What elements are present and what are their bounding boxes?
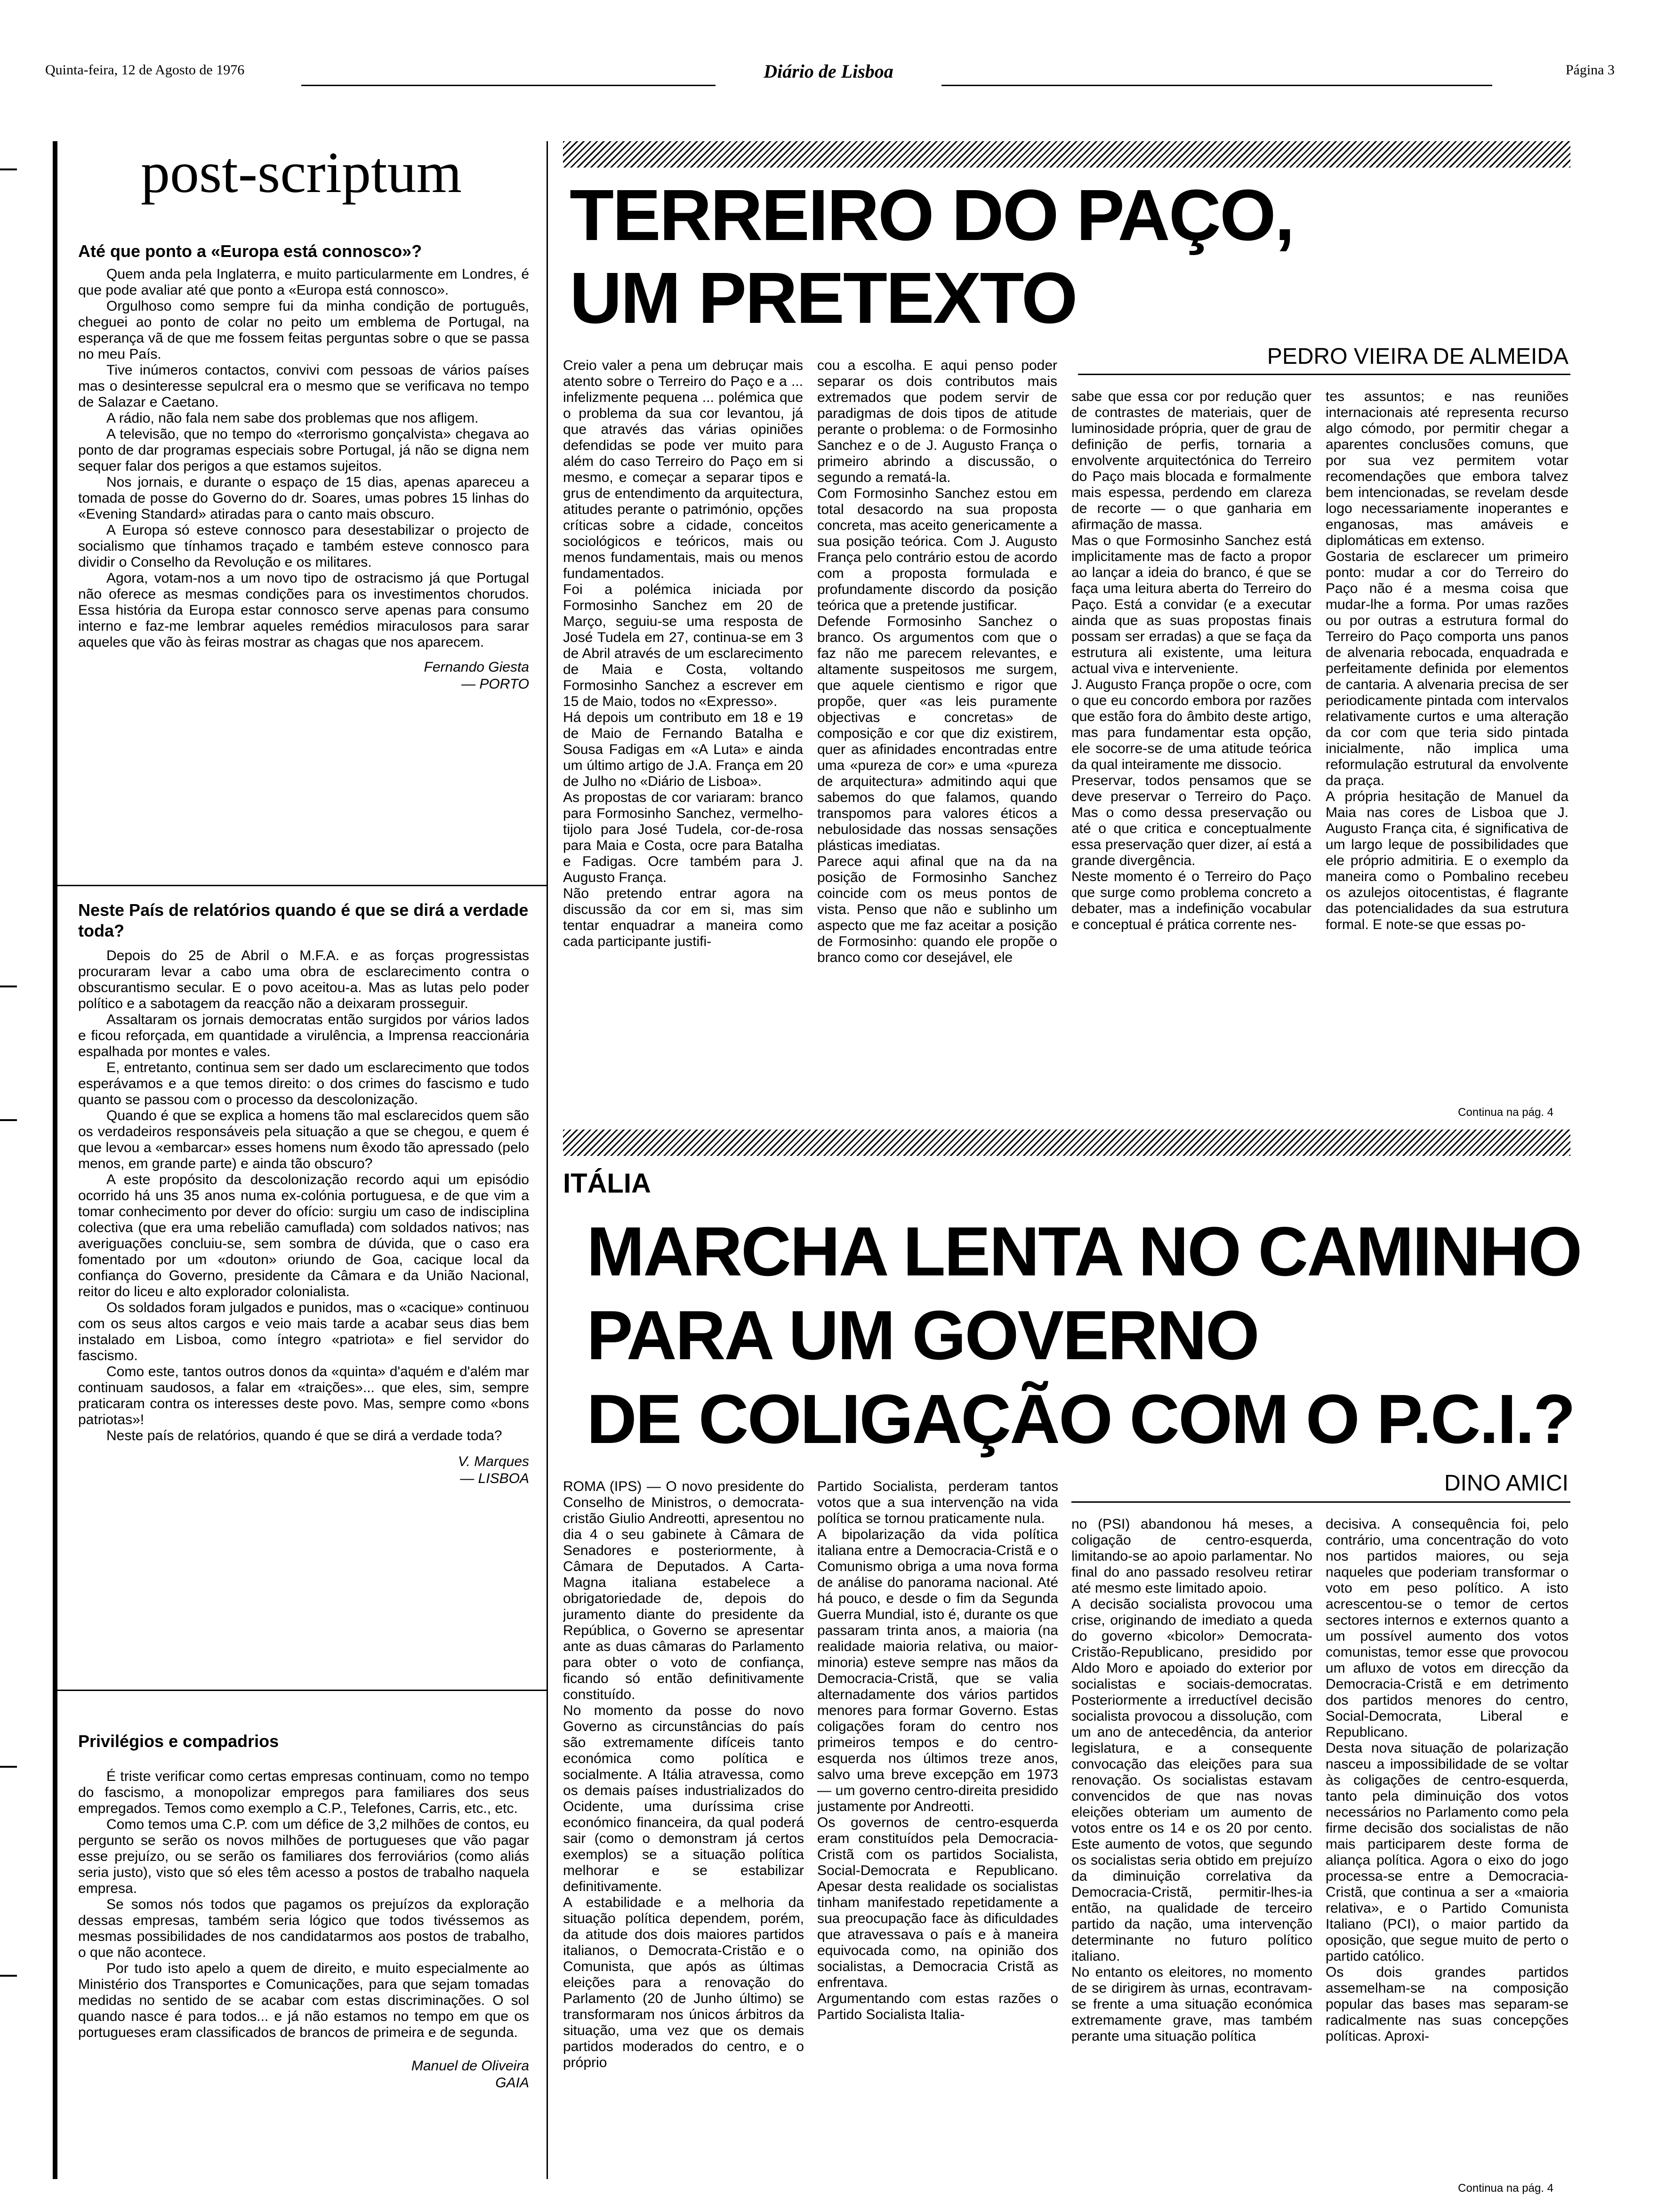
article1-col-4: tes assuntos; e nas reuniões internacionais até representa recurso algo cómodo, por permitir chegar a aparentes conclusões comuns, que por sua vez permitem votar recomendações que embora talvez bem intencionadas, se revelam desde logo necessariamente inoperantes e enganosas, mas amáveis e diplomáticas em extenso. Gostaria de esclarecer um primeiro ponto: mudar a cor do Terreiro do Paço não é a mesma coisa que mudar-lhe a forma. Por umas razões ou por outras a estrutura formal do Terreiro do Paço comporta uns panos de alvenaria rebocada, enquadrada e perfeitamente definida por elementos de cantaria. A alvenaria precisa de ser periodicamente pintada com intervalos relativamente curtos e uma alteração da cor com que teria sido pintada inicialmente, não implica uma reformulação estrutural da envolvente da praça. A própria hesitação de Manuel da Maia nas cores de Lisboa que J. Augusto França cita, é significativa de um largo leque de possibilidades que ele próprio admitiria. E o exemplo da maneira como o Pombalino recebeu os azulejos oitocentistas, é flagrante das potencialidades da sua estrutura formal. E note-se que essas po- (1326, 389, 1569, 932)
letter-signature: Fernando Giesta (424, 659, 529, 675)
letter-body: Quem anda pela Inglaterra, e muito particularmente em Londres, é que pode avaliar até que ponto a «Europa está connosco». Orgulhoso como sempre fui da minha condição de português, cheguei ao ponto de colar no peito um emblema de Portugal, na esperança vã de que me fossem feitas perguntas sobre o que se passa no meu País. Tive inúmeros contactos, convivi com pessoas de vários países mas o desinteresse sepulcral era o mesmo que se verificava no tempo de Salazar e Caetano. A rádio, não fala nem sabe dos problemas que nos afligem. A televisão, que no tempo do «terrorismo gonçalvista» chegava ao ponto de dar programas especiais sobre Portugal, já não se digna nem sequer falar dos perigos a que estamos sujeitos. Nos jornais, e durante o espaço de 15 dias, apenas apareceu a tomada de posse do Governo do dr. Soares, umas pobres 15 linhas do «Evening Standard» atiradas para o canto mais obscuro. A Europa só esteve connosco para desestabilizar o projecto de socialismo que tínhamos traçado e também esteve connosco para dividir o Conselho da Revolução e os militares. Agora, votam-nos a um novo tipo de ostracismo já que Portugal não oferece as mesmas condições para os investimentos chorudos. Essa história da Europa estar connosco serve apenas para consumo interno e faz-me lembrar aqueles remédios miraculosos para sarar aqueles que vão às feiras mostrar as chagas que nos aparecem. (78, 266, 529, 650)
article1-hatch-bar (563, 141, 1570, 168)
margin-tick (0, 1119, 17, 1121)
letter-divider (57, 1690, 548, 1691)
headline-line: UM PRETEXTO (570, 257, 1077, 338)
letter-title: Privilégios e compadrios (78, 1731, 279, 1751)
article1-col-3: sabe que essa cor por redução quer de contrastes de materiais, quer de luminosidade própria, quer de grau de definição de perfis, tornaria a envolvente arquitectónica do Terreiro do Paço mais blocada e formalmente mais espessa, perdendo em clareza de recorte — o que ganharia em afirmação de massa. Mas o que Formosinho Sanchez está implicitamente mas de facto a propor ao lançar a ideia do branco, é que se faça uma leitura aberta do Terreiro do Paço. Está a convidar (e a executar ainda que as suas propostas finais possam ser erradas) a que se faça da estrutura ali existente, uma leitura actual viva e interveniente. J. Augusto França propõe o ocre, com o que eu concordo embora por razões que estão fora do âmbito deste artigo, mas para fundamentar esta opção, ele socorre-se de uma atitude teórica da qual inteiramente me dissocio. Preservar, todos pensamos que se deve preservar o Terreiro do Paço. Mas o como dessa preservação ou até o que critica e conceptualmente essa preservação quer dizer, aí está a grande divergência. Neste momento é o Terreiro do Paço que surge como problema concreto a debater, mas a indefinição vocabular e conceptual é prática corrente nes- (1071, 389, 1311, 932)
margin-tick (0, 1975, 17, 1977)
letter-place: — PORTO (461, 676, 529, 692)
article2-headline (587, 1213, 1581, 1458)
article1-author: PEDRO VIEIRA DE ALMEIDA (1267, 344, 1569, 369)
header-rule-left (301, 85, 716, 86)
article2-col-3: no (PSI) abandonou há meses, a coligação de centro-esquerda, limitando-se ao apoio parlamentar. No final do ano passado resolveu retirar até mesmo este limitado apoio. A decisão socialista provocou uma crise, originando de imediato a queda do governo «bicolor» Democrata-Cristão-Republicano, presidido por Aldo Moro e apoiado do exterior por socialistas e sociais-democratas. Posteriormente a irreductível decisão socialista provocou a dissolução, com um ano de antecedência, da anterior legislatura, e a consequente convocação das eleições para sua renovação. Os socialistas estavam convencidos de que nas novas eleições obteriam um aumento de votos entre os 14 e os 20 por cento. Este aumento de votos, que segundo os socialistas seria obtido em prejuízo da diminuição correlativa da Democracia-Cristã, permitir-lhes-ia então, na qualidade de terceiro partido da nação, uma intervenção determinante no futuro político italiano. No entanto os eleitores, no momento de se dirigirem às urnas, econtravam-se frente a uma situação económica extremamente grave, mas também perante uma situação política (1071, 1516, 1312, 2044)
headline-line: DE COLIGAÇÃO COM O P.C.I.? (587, 1380, 1575, 1458)
letter-body: Depois do 25 de Abril o M.F.A. e as forças progressistas procuraram levar a cabo uma obra de esclarecimento contra o obscurantismo secular. E o povo aceitou-a. Mas as lutas pelo poder político e a sabotagem da reacção não a deixaram prosseguir. Assaltaram os jornais democratas então surgidos por vários lados e ficou reforçada, em quantidade a virulência, a Imprensa reaccionária espalhada por montes e vales. E, entretanto, continua sem ser dado um esclarecimento que todos esperávamos e a que temos direito: o dos crimes do fascismo e tudo quanto se passou com o processo da descolonização. Quando é que se explica a homens tão mal esclarecidos quem são os verdadeiros responsáveis pela situação a que se chegou, e quem é que levou a «embarcar» esses homens num êxodo tão apressado (pelo menos, em grande parte) e ainda tão obscuro? A este propósito da descolonização recordo aqui um episódio ocorrido há uns 35 anos numa ex-colónia portuguesa, e de que vim a tomar conhecimento por dever do ofício: surgiu um caso de indisciplina colectiva (que era uma rebelião camuflada) com soldados nativos; nas averiguações concluiu-se, sem sombra de dúvida, que o caso era fomentado por um «douton» oriundo de Goa, cacique local da confiança do Governo, presidente da Câmara e da União Nacional, reitor do liceu e alto explorador colonialista. Os soldados foram julgados e punidos, mas o «cacique» continuou com os seus altos cargos e veio mais tarde a acabar seus dias bem instalado em Lisboa, como íntegro «patriota» e fiel servidor do fascismo. Como este, tantos outros donos da «quinta» d'aquém e d'além mar continuam saudosos, a falar em «traições»... que eles, sim, sempre praticaram contra os interesses deste povo. Mas, sempre como «bons patriotas»! Neste país de relatórios, quando é que se dirá a verdade toda? (78, 948, 529, 1443)
margin-tick (0, 986, 17, 987)
margin-tick (0, 168, 17, 170)
letter-signature: V. Marques (458, 1454, 529, 1469)
page-number: Página 3 (1565, 62, 1615, 78)
article2-author: DINO AMICI (1444, 1471, 1569, 1496)
article1-col-1: Creio valer a pena um debruçar mais atento sobre o Terreiro do Paço e a ... infelizmente pequena ... polémica que o problema da sua cor levantou, já que através das várias opiniões defendidas se pode ver muito para além do caso Terreiro do Paço em si mesmo, e começar a separar tipos e grus de entendimento da arquitectura, atitudes perante o património, opções críticas sobre a cidade, conceitos sociológicos e teóricos, mais ou menos fundamentais, mais ou menos fundamentados. Foi a polémica iniciada por Formosinho Sanchez em 20 de Março, seguiu-se uma resposta de José Tudela em 27, continua-se em 3 de Abril através de um esclarecimento de Maia e Costa, voltando Formosinho Sanchez a escrever em 15 de Maio, todos no «Expresso». Há depois um contributo em 18 e 19 de Maio de Fernando Batalha e Sousa Fadigas em «A Luta» e ainda um último artigo de J.A. França em 20 de Julho no «Diário de Lisboa». As propostas de cor variaram: branco para Formosinho Sanchez, vermelho-tijolo para José Tudela, cor-de-rosa para Maia e Costa, ocre para Batalha e Fadigas. Ocre também para J. Augusto França. Não pretendo entrar agora na discussão da cor em si, mas sim tentar enquadrar a maneira como cada participante justifi- (563, 358, 803, 949)
article1-col-2: cou a escolha. E aqui penso poder separar os dois contributos mais extremados que podem servir de paradigmas de dois tipos de atitude perante o problema: o de Formosinho Sanchez e o de J. Augusto França o primeiro abrindo a discussão, o segundo a rematá-la. Com Formosinho Sanchez estou em total desacordo na sua proposta concreta, mas aceito genericamente a sua posição teórica. Com J. Augusto França pelo contrário estou de acordo com a proposta formulada e profundamente discordo da posição teórica que a pretende justificar. Defende Formosinho Sanchez o branco. Os argumentos com que o faz não me parecem relevantes, e altamente suspeitosos me surgem, que aquele cientismo e rigor que propõe, quer «as leis puramente objectivas e concretas» de composição e cor que diz existirem, quer as afinidades encontradas entre uma «pureza de cor» e uma «pureza de arquitectura» admitindo aqui que sabemos do que falamos, quando transpomos para valores éticos a nebulosidade das nossas sensações plásticas imediatas. Parece aqui afinal que na da na posição de Formosinho Sanchez coincide com os meus pontos de vista. Penso que não e sublinho um aspecto que me faz aceitar a posição de Formosinho: quando ele propõe o branco como cor desejável, ele (817, 358, 1057, 965)
letter-3 (78, 1731, 529, 2183)
headline-line: TERREIRO DO PAÇO, (570, 175, 1294, 256)
margin-tick (0, 1766, 17, 1768)
letter-title: Até que ponto a «Europa está connosco»? (78, 241, 422, 261)
article1-continued: Continua na pág. 4 (1458, 1106, 1553, 1119)
article2-author-rule (1071, 1501, 1570, 1503)
postscriptum-title: post-scriptum (141, 140, 462, 205)
header-rule-right (941, 85, 1492, 86)
article2-col-4: decisiva. A consequência foi, pelo contrário, uma concentração do voto nos partidos maiores, ou seja naqueles que poderiam transformar o voto em peso político. A isto acrescentou-se o temor de certos sectores internos e externos quanto a um possível aumento dos votos comunistas, temor esse que provocou um afluxo de votos em direcção da Democracia-Cristã e em detrimento dos partidos menores do centro, Social-Democrata, Liberal e Republicano. Desta nova situação de polarização nasceu a impossibilidade de se voltar às coligações de centro-esquerda, tanto pela diminuição dos votos necessários no Parlamento como pela firme decisão dos socialistas de não mais participarem deste forma de aliança política. Agora o eixo do jogo processa-se entre a Democracia-Cristã, que continua a ser a «maioria relativa», e o Partido Comunista Italiano (PCI), o maior partido da oposição, que segue muito de perto o partido católico. Os dois grandes partidos assemelham-se na composição popular das bases mas separam-se radicalmente nas suas concepções políticas. Aproxi- (1326, 1516, 1569, 2044)
article2-col-2: Partido Socialista, perderam tantos votos que a sua intervenção na vida política se tornou praticamente nula. A bipolarização da vida política italiana entre a Democracia-Cristã e o Comunismo obriga a uma nova forma de análise do panorama nacional. Até há pouco, e desde o fim da Segunda Guerra Mundial, isto é, durante os que passaram trinta anos, a maioria (na realidade maioria relativa, ou maior-minoria) esteve sempre nas mãos da Democracia-Cristã, que se valia alternadamente dos vários partidos menores para formar Governo. Estas coligações foram do centro nos primeiros tempos e do centro-esquerda nos últimos treze anos, salvo uma breve excepção em 1973 — um governo centro-direita presidido justamente por Andreotti. Os governos de centro-esquerda eram constituídos pela Democracia-Cristã com os partidos Socialista, Social-Democrata e Republicano. Apesar desta realidade os socialistas tinham manifestado repetidamente a sua preocupação face às dificuldades que atravessava o país e à maneira equivocada como, na opinião dos socialistas, a Democracia Cristã as enfrentava. Argumentando com estas razões o Partido Socialista Italia- (817, 1479, 1058, 2022)
letter-1 (78, 241, 529, 886)
article2-col-1: ROMA (IPS) — O novo presidente do Conselho de Ministros, o democrata-cristão Giulio Andreotti, apresentou no dia 4 o seu gabinete à Câmara de Senadores e posteriormente, à Câmara de Deputados. A Carta-Magna italiana estabelece a obrigatoriedade de, depois do juramento diante do presidente da República, o Governo se apresentar ante as duas câmaras do Parlamento para obter o voto de confiança, ficando só então definitivamente constituído. No momento da posse do novo Governo as circunstâncias do país são extremamente difíceis tanto económica como política e socialmente. A Itália atravessa, como os demais países industrializados do Ocidente, uma duríssima crise económico financeira, da qual poderá sair (como o demonstram já certos exemplos) se a situação política melhorar e se estabilizar definitivamente. A estabilidade e a melhoria da situação política dependem, porém, da atitude dos dois maiores partidos italianos, o Democrata-Cristão e o Comunista, que após as últimas eleições para a renovação do Parlamento (20 de Junho último) se transformaram nos únicos árbitros da situação, uma vez que os demais partidos moderados do centro, e o próprio (563, 1479, 804, 2070)
letter-signature: Manuel de Oliveira (411, 2058, 529, 2074)
letter-place: — LISBOA (460, 1471, 529, 1486)
masthead: Diário de Lisboa (764, 61, 893, 82)
article2-continued: Continua na pág. 4 (1458, 2182, 1553, 2195)
article1-headline (570, 175, 1294, 338)
article1-author-rule (1078, 374, 1570, 375)
headline-line: MARCHA LENTA NO CAMINHO (587, 1213, 1581, 1290)
headline-line: PARA UM GOVERNO (587, 1297, 1258, 1374)
letter-place: GAIA (495, 2075, 529, 2091)
letter-2 (78, 900, 529, 1691)
letter-title: Neste País de relatórios quando é que se dirá a verdade toda? (78, 900, 529, 940)
running-date: Quinta-feira, 12 de Agosto de 1976 (45, 62, 245, 78)
article2-hatch-bar (563, 1130, 1570, 1156)
article2-kicker: ITÁLIA (563, 1168, 651, 1199)
letter-divider (57, 885, 548, 886)
letter-body: É triste verificar como certas empresas continuam, como no tempo do fascismo, a monopolizar empregos para familiares dos seus empregados. Temos como exemplo a C.P., Telefones, Carris, etc., etc. Como temos uma C.P. com um défice de 3,2 milhões de contos, eu pergunto se serão os novos milhões de portugueses que vão pagar esse prejuízo, ou se serão os familiares dos ferroviários (como aliás seria justo), visto que só eles têm acesso a postos de trabalho naquela empresa. Se somos nós todos que pagamos os prejuízos da exploração dessas empresas, também seria lógico que todos tivéssemos as mesmas possibilidades de nos candidatarmos aos postos de trabalho, o que não acontece. Por tudo isto apelo a quem de direito, e muito especialmente ao Ministério dos Transportes e Comunicações, para que sejam tomadas medidas no sentido de se acabar com estas discriminações. O sol quando nasce é para todos... e já não estamos no tempo em que os portugueses eram classificados de brancos de primeira e de segunda. (78, 1769, 529, 2040)
